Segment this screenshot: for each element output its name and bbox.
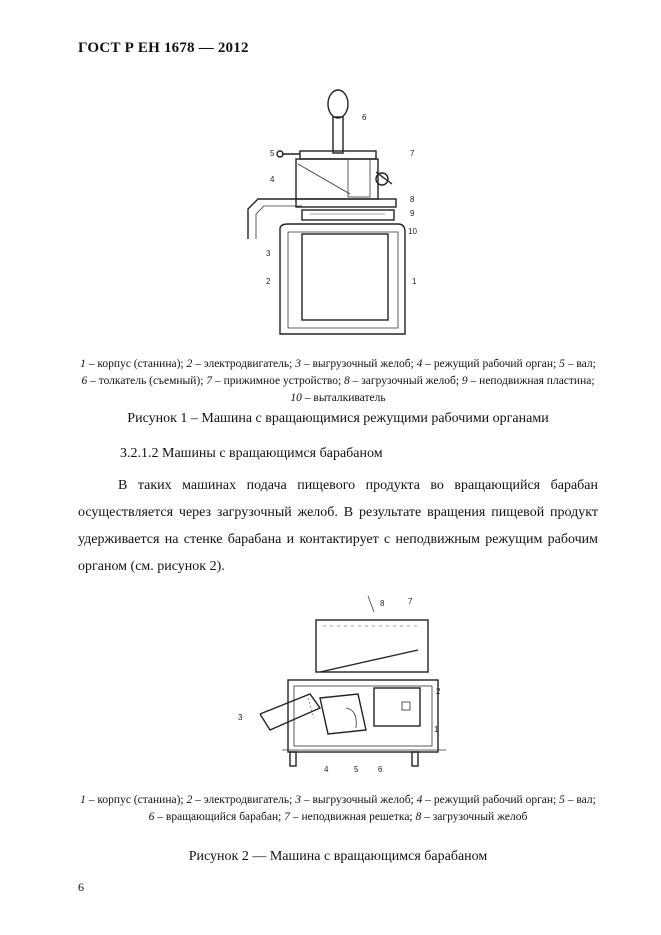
fig1-callout: 8 [410,195,415,204]
figure1-title: Рисунок 1 – Машина с вращающимися режущими рабочими органами [127,411,549,426]
legend-entry: 5 – вал; [559,794,596,806]
legend-entry: 1 – корпус (станина); [80,358,187,370]
figure2-title: Рисунок 2 — Машина с вращающимся барабаном [188,849,488,864]
legend-entry: 2 – электродвигатель; [186,358,296,370]
fig1-callout: 9 [410,209,415,218]
legend-entry: 6 – толкатель (съемный); [81,375,207,387]
fig2-callout: 1 [434,725,439,734]
legend-entry: 9 – неподвижная пластина; [461,375,595,387]
legend-entry: 7 – прижимное устройство; [206,375,345,387]
page-number: 6 [78,880,84,894]
section-paragraph: В таких машинах подача пищевого продукта во вращающийся барабан осуществляется через загрузочный желоб. В результате вращения пищевой продукт удерживается на стенке барабана и контактирует с неподвижным режущим рабочим органом (см. рисунок 2). [78,478,598,574]
legend-entry: 3 – выгрузочный желоб; [295,358,417,370]
legend-entry: 2 – электродвигатель; [186,794,296,806]
fig2-callout: 3 [238,713,243,722]
fig2-callout: 7 [408,597,413,606]
fig1-callout: 1 [412,277,417,286]
fig2-callout: 6 [378,765,383,774]
fig2-callout: 2 [436,687,441,696]
legend-entry: 6 – вращающийся барабан; [148,811,285,823]
fig1-callout: 3 [266,249,271,258]
fig1-callout: 7 [410,149,415,158]
fig2-callout: 5 [354,765,359,774]
fig1-callout: 2 [266,277,271,286]
legend-entry: 7 – неподвижная решетка; [284,811,416,823]
figure1-legend [78,356,598,407]
legend-entry: 8 – загрузочный желоб [415,811,528,823]
legend-entry: 4 – режущий рабочий орган; [416,358,560,370]
figure1-drawing [230,84,430,344]
legend-entry: 8 – загрузочный желоб; [344,375,462,387]
fig1-callout: 5 [270,149,275,158]
fig2-callout: 8 [380,599,385,608]
figure2-drawing [228,590,448,780]
document-header: ГОСТ Р ЕН 1678 — 2012 [78,40,249,56]
fig1-callout: 10 [408,227,417,236]
legend-entry: 4 – режущий рабочий орган; [416,794,560,806]
legend-entry: 1 – корпус (станина); [80,794,187,806]
legend-entry: 5 – вал; [559,358,596,370]
fig1-callout: 6 [362,113,367,122]
legend-entry: 10 – выталкиватель [290,392,386,404]
legend-entry: 3 – выгрузочный желоб; [295,794,417,806]
fig1-callout: 4 [270,175,275,184]
section-heading: 3.2.1.2 Машины с вращающимся барабаном [120,446,383,461]
fig2-callout: 4 [324,765,329,774]
figure2-legend [78,792,598,826]
